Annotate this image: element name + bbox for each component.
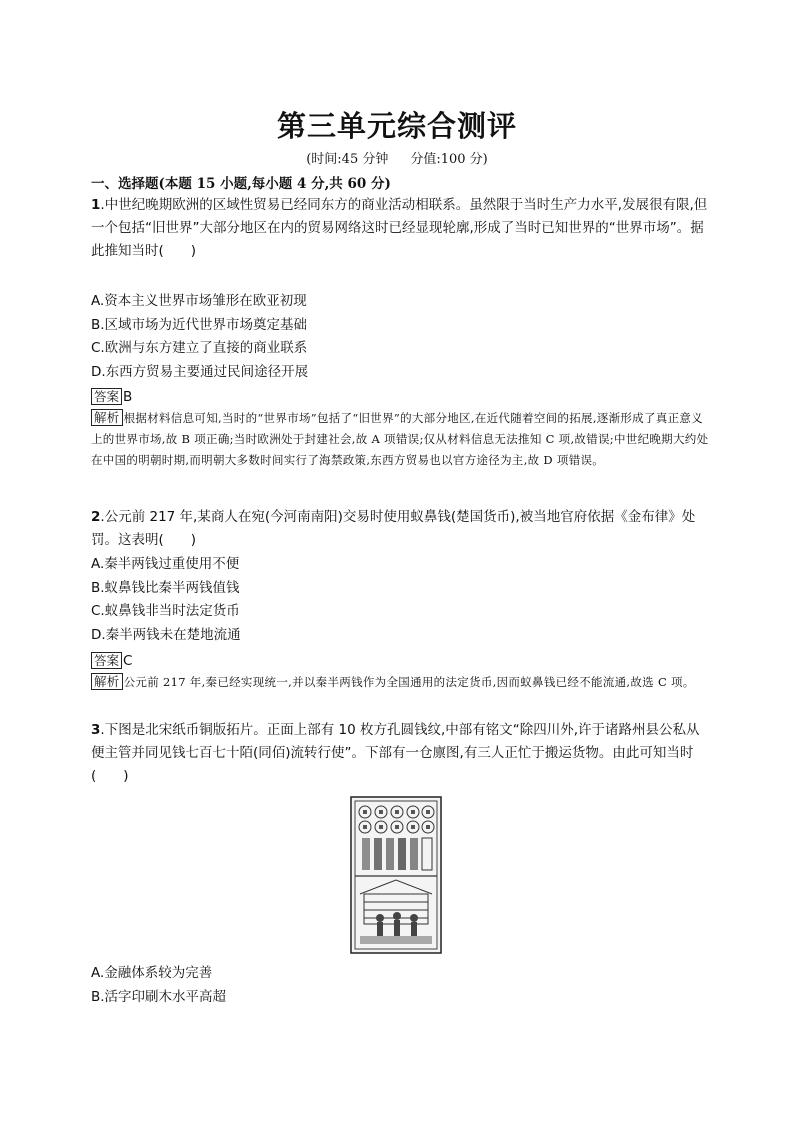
question-2-answer (91, 651, 711, 671)
question-number: 2 (91, 509, 101, 525)
explanation-label: 解析 (91, 673, 123, 690)
option-d: D.东西方贸易主要通过民间途径开展 (91, 363, 309, 380)
option-c: C.蚁鼻钱非当时法定货币 (91, 603, 240, 619)
question-text: .公元前 217 年,某商人在宛(今河南南阳)交易时使用蚁鼻钱(楚国货币),被当地官府依据《金布律》处罚。这表明( ) (91, 509, 696, 548)
question-number: 3 (91, 722, 101, 738)
total-score: 分值:100 分) (410, 152, 488, 167)
question-text: .下图是北宋纸币铜版拓片。正面上部有 10 枚方孔圆钱纹,中部有铭文“除四川外,许于诸路州县公私从便主管并同见钱七百七十陌(同佰)流转行使”。下部有一仓廪图,有三人正忙于搬运货物。由此可知当时( ) (91, 722, 700, 784)
answer-value: C (123, 653, 133, 669)
explanation-text: 根据材料信息可知,当时的“世界市场”包括了“旧世界”的大部分地区,在近代随着空间的拓展,逐渐形成了真正意义上的世界市场,故 B 项正确;当时欧洲处于封建社会,故 A 项错误;仅从材料信息无法推知 C 项,故错误;中世纪晚期大约处在中国的明朝时期,而明朝大多数时间实行了海禁政策,东西方贸易也以官方途径为主,故 D 项错误。 (91, 411, 709, 467)
answer-label: 答案 (91, 388, 122, 405)
option-a: A.资本主义世界市场雏形在欧亚初现 (91, 293, 307, 309)
explanation-label: 解析 (91, 409, 123, 426)
option-b: B.区域市场为近代世界市场奠定基础 (91, 316, 308, 333)
question-1-stem (91, 194, 711, 263)
section-heading: 一、选择题(本题 15 小题,每小题 4 分,共 60 分) (91, 176, 391, 192)
option-a: A.金融体系较为完善 (91, 965, 213, 981)
option-d: D.秦半两钱未在楚地流通 (91, 626, 241, 643)
option-c: C.欧洲与东方建立了直接的商业联系 (91, 340, 308, 356)
option-a: A.秦半两钱过重使用不便 (91, 556, 240, 572)
option-b: B.蚁鼻钱比秦半两钱值钱 (91, 579, 240, 596)
question-2-explanation (91, 672, 711, 693)
answer-value: B (123, 389, 133, 405)
question-2-options (91, 553, 711, 647)
exam-info (0, 148, 794, 167)
question-1-answer (91, 387, 711, 407)
explanation-text: 公元前 217 年,秦已经实现统一,并以秦半两钱作为全国通用的法定货币,因而蚁鼻钱已经不能流通,故选 C 项。 (123, 675, 695, 689)
question-3-options (91, 962, 711, 1009)
question-3-stem (91, 719, 711, 788)
page-title: 第三单元综合测评 (276, 109, 517, 143)
question-number: 1 (91, 197, 101, 213)
question-text: .中世纪晚期欧洲的区域性贸易已经同东方的商业活动相联系。虽然限于当时生产力水平,发展很有限,但一个包括“旧世界”大部分地区在内的贸易网络这时已经显现轮廓,形成了当时已知世界的“世界市场”。据此推知当时( ) (91, 197, 708, 259)
question-2-stem (91, 506, 711, 552)
option-b: B.活字印刷木水平高超 (91, 988, 227, 1005)
song-paper-money-rubbing-image (350, 796, 442, 954)
answer-label: 答案 (91, 652, 122, 669)
time-limit: (时间:45 分钟 (306, 152, 389, 167)
question-1-explanation (91, 408, 711, 471)
question-1-options (91, 290, 711, 384)
